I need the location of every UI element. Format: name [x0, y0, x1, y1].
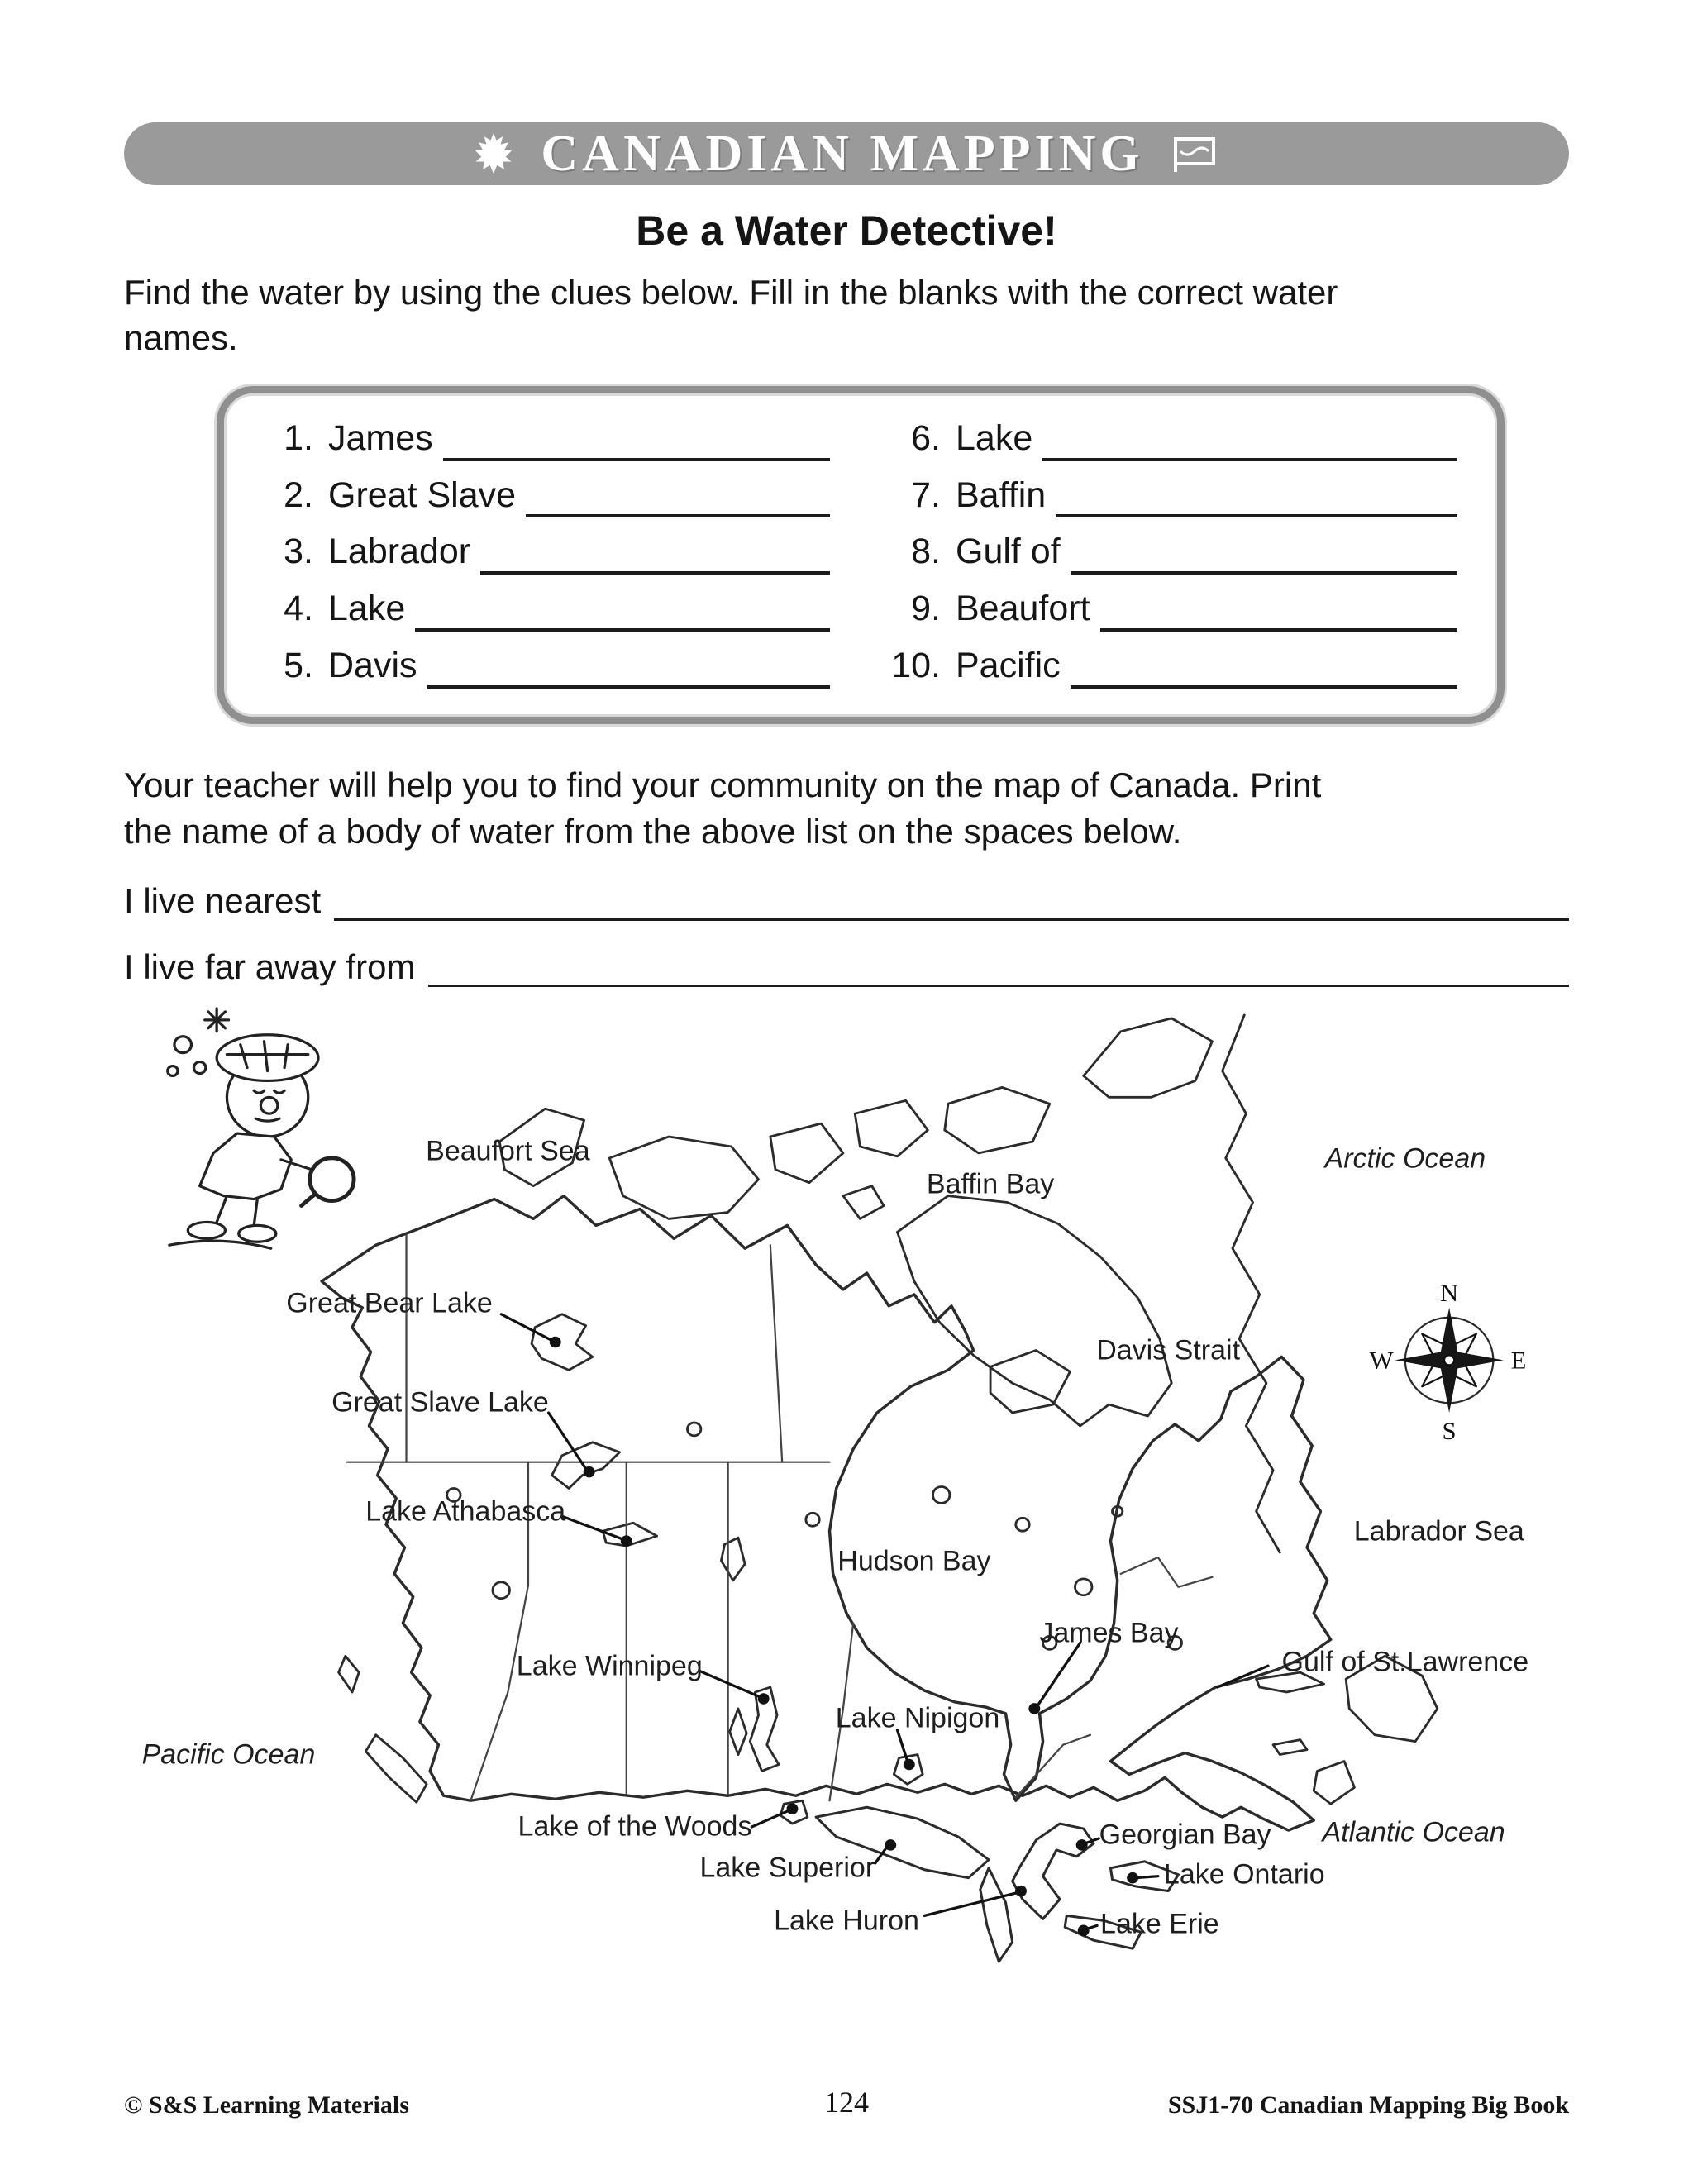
compass-s-label: S	[1442, 1417, 1457, 1445]
live-far-label: I live far away from	[124, 947, 416, 987]
maple-leaf-icon	[471, 133, 516, 174]
clue-number: 8.	[911, 532, 941, 572]
banner-title: CANADIAN MAPPING	[541, 125, 1144, 182]
clue-blank-3[interactable]	[480, 532, 830, 575]
compass-rose-icon	[1370, 1279, 1527, 1444]
map-label-lake-ontario: Lake Ontario	[1163, 1858, 1325, 1891]
map-label-lake-erie: Lake Erie	[1100, 1908, 1219, 1940]
clue-number: 3.	[284, 532, 313, 572]
great-bear-lake-shape	[532, 1314, 593, 1371]
map-label-lake-athabasca: Lake Athabasca	[365, 1495, 566, 1528]
clue-blank-9[interactable]	[1100, 589, 1457, 632]
clue-blank-4[interactable]	[415, 589, 830, 632]
map-label-davis-strait: Davis Strait	[1096, 1334, 1241, 1366]
page-title: Be a Water Detective!	[636, 207, 1057, 254]
clue-box	[217, 386, 1505, 724]
map-label-beaufort-sea: Beaufort Sea	[426, 1135, 590, 1167]
map-label-lake-huron: Lake Huron	[774, 1905, 919, 1937]
map-label-great-slave-lake: Great Slave Lake	[331, 1386, 549, 1419]
clue-label: Labrador	[328, 532, 471, 572]
clue-label: Baffin	[956, 474, 1047, 515]
banner	[124, 122, 1569, 185]
detective-illustration	[168, 1009, 354, 1248]
map-label-georgian-bay: Georgian Bay	[1099, 1819, 1271, 1851]
clue-number: 4.	[284, 589, 313, 629]
map-label-atlantic-ocean: Atlantic Ocean	[1322, 1816, 1505, 1848]
clue-blank-2[interactable]	[526, 474, 830, 517]
live-nearest-row	[124, 881, 1569, 921]
clue-item-8	[876, 530, 1457, 575]
clue-label: James	[328, 417, 433, 458]
map-label-lake-of-the-woods: Lake of the Woods	[517, 1810, 752, 1843]
clue-label: Lake	[956, 417, 1033, 458]
clue-blank-6[interactable]	[1042, 418, 1457, 461]
clue-number: 10.	[891, 645, 941, 685]
map-label-baffin-bay: Baffin Bay	[926, 1168, 1055, 1200]
footer-book-title: SSJ1-70 Canadian Mapping Big Book	[1167, 2091, 1569, 2119]
map-label-great-bear-lake: Great Bear Lake	[286, 1287, 493, 1319]
clue-label: Gulf of	[956, 532, 1061, 572]
clue-item-10	[876, 644, 1457, 689]
teacher-instructions-text: Your teacher will help you to find your community on the map of Canada. Print the name of a body of water from the above list on the spaces below.	[124, 765, 1322, 851]
clue-number: 2.	[284, 474, 313, 515]
map-label-lake-superior: Lake Superior	[699, 1852, 875, 1884]
map-label-arctic-ocean: Arctic Ocean	[1324, 1142, 1486, 1175]
clue-item-5	[249, 644, 830, 689]
map-label-lake-winnipeg: Lake Winnipeg	[516, 1650, 703, 1682]
greenland-coast	[1223, 1015, 1280, 1552]
flag-icon	[1169, 134, 1222, 174]
clue-column-left	[249, 417, 830, 689]
clue-column-right	[876, 417, 1457, 689]
map-label-lake-nipigon: Lake Nipigon	[835, 1702, 1000, 1734]
great-slave-lake-shape	[552, 1442, 620, 1489]
clue-blank-1[interactable]	[443, 418, 830, 461]
clue-number: 7.	[911, 474, 941, 515]
clue-label: Davis	[328, 645, 417, 685]
lake-huron-shape	[1013, 1824, 1094, 1919]
canada-map	[0, 1002, 1693, 2110]
map-label-james-bay: James Bay	[1039, 1617, 1179, 1649]
compass-w-label: W	[1369, 1346, 1394, 1375]
clue-blank-7[interactable]	[1056, 474, 1457, 517]
live-far-row	[124, 947, 1569, 987]
live-far-blank[interactable]	[428, 948, 1569, 987]
footer-page-number: 124	[824, 2086, 869, 2119]
page-footer	[124, 2080, 1569, 2120]
clue-item-1	[249, 417, 830, 461]
clue-label: Great Slave	[328, 474, 517, 515]
live-nearest-blank[interactable]	[334, 882, 1569, 921]
clue-blank-5[interactable]	[427, 646, 830, 689]
clue-number: 1.	[284, 417, 313, 458]
clue-number: 9.	[911, 589, 941, 629]
clue-item-7	[876, 474, 1457, 518]
compass-e-label: E	[1510, 1346, 1527, 1375]
map-label-hudson-bay: Hudson Bay	[837, 1545, 991, 1577]
clue-number: 6.	[911, 417, 941, 458]
clue-label: Pacific	[956, 645, 1061, 685]
map-label-labrador-sea: Labrador Sea	[1353, 1515, 1524, 1547]
clue-label: Lake	[328, 589, 406, 629]
pacific-islands	[339, 1656, 427, 1802]
map-label-gulf-of-st-lawrence: Gulf of St.Lawrence	[1281, 1646, 1529, 1678]
footer-copyright: © S&S Learning Materials	[124, 2091, 409, 2119]
clue-item-9	[876, 587, 1457, 632]
clue-item-4	[249, 587, 830, 632]
clue-blank-8[interactable]	[1071, 532, 1457, 575]
compass-n-label: N	[1439, 1279, 1459, 1307]
lake-michigan-shape	[980, 1868, 1013, 1962]
clue-item-6	[876, 417, 1457, 461]
clue-blank-10[interactable]	[1071, 646, 1457, 689]
baffin-island	[897, 1196, 1171, 1426]
instructions-text: Find the water by using the clues below. Fill in the blanks with the correct water names.	[124, 273, 1338, 358]
clue-item-3	[249, 530, 830, 575]
clue-label: Beaufort	[956, 589, 1090, 629]
live-nearest-label: I live nearest	[124, 881, 322, 921]
clue-number: 5.	[284, 645, 313, 685]
interior-lakes	[447, 1314, 1182, 1824]
map-label-pacific-ocean: Pacific Ocean	[141, 1738, 316, 1771]
clue-item-2	[249, 474, 830, 518]
